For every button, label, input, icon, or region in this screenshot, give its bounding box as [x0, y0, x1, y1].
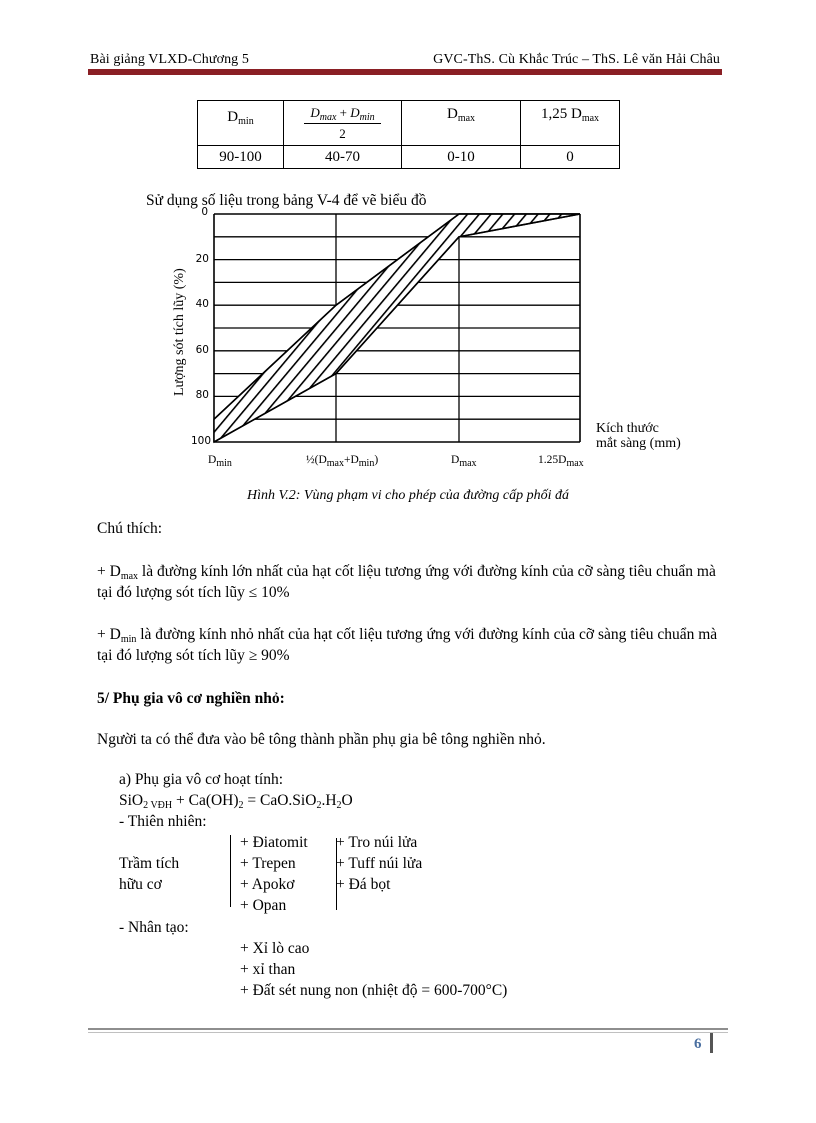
section-title: 5/ Phụ gia vô cơ nghiền nhỏ: — [97, 690, 285, 707]
x-label-mid: $\frac{1}{2}(D_{max}+D_{min})$ — [306, 454, 379, 469]
sediment-label: Trầm tích hữu cơ — [119, 855, 180, 893]
reaction-formula: $SiO_{2 VĐH} + Ca(OH)_2 = CaO.SiO_2.H_2O$ — [119, 792, 353, 811]
natural-heading: - Thiên nhiên: — [119, 813, 207, 830]
note-title: Chú thích: — [97, 520, 163, 537]
natural-list-2: + Tro núi lửa + Tuff núi lửa + Đá bọt — [336, 834, 423, 893]
footer-rule — [88, 1028, 728, 1030]
note-dmax: + $D_{max}$ là đường kính lớn nhất của hạt cốt liệu tương ứng với đường kính của cỡ sàng tiêu chuẩn mà tại đó lượng sót tích lũy ≤ 10% — [97, 563, 716, 601]
y-tick-label: 100 — [190, 435, 211, 447]
x-label-dmax: $D_{max}$ — [451, 454, 477, 469]
figure-caption: Hình V.2: Vùng phạm vi cho phép của đường cấp phối đá — [246, 488, 570, 503]
table-cell: 40-70 — [284, 146, 402, 169]
x-axis-label: Kích thước mắt sàng (mm) — [596, 421, 681, 451]
natural-list-1: + Điatomit + Trepen + Apokơ + Opan — [240, 834, 308, 914]
item-a: a) Phụ gia vô cơ hoạt tính: — [119, 771, 284, 788]
artificial-list: + Xỉ lò cao + xỉ than + Đất sét nung non (nhiệt độ = 600-700°C) — [240, 940, 508, 999]
page-number: 6 — [694, 1036, 702, 1052]
x-label-dmin: $D_{min}$ — [208, 454, 232, 469]
y-tick-label: 80 — [195, 389, 209, 402]
table-cell: 0 — [521, 146, 620, 169]
table-head-mid: $\frac{D_{max} + D_{min}}{2}$ — [284, 101, 402, 146]
table-head-dmax: $D_{max}$ — [402, 101, 521, 146]
artificial-heading: - Nhân tạo: — [119, 919, 189, 936]
y-axis-label: Lượng sót tích lũy (%) — [172, 268, 187, 396]
table-head-125dmax: 1,25 $D_{max}$ — [521, 101, 620, 146]
x-label-125dmax: $1.25D_{max}$ — [538, 454, 584, 469]
section-text: Người ta có thể đưa vào bê tông thành phần phụ gia bê tông nghiền nhỏ. — [97, 731, 546, 748]
y-tick-label: 40 — [195, 298, 209, 311]
grading-chart — [0, 0, 816, 480]
bracket-line-1 — [230, 835, 231, 907]
y-tick-label: 60 — [195, 343, 209, 356]
y-tick-label: 0 — [201, 206, 208, 218]
note-dmin: + $D_{min}$ là đường kính nhỏ nhất của hạt cốt liệu tương ứng với đường kính của cỡ sàng tiêu chuẩn mà tại đó lượng sót tích lũy ≥ 90% — [97, 626, 718, 664]
page-number-bar — [710, 1033, 713, 1053]
chart-intro: Sử dụng số liệu trong bảng V-4 để vẽ biểu đồ — [146, 192, 427, 209]
footer-rule-thin — [88, 1032, 728, 1033]
table-cell: 0-10 — [402, 146, 521, 169]
y-tick-label: 20 — [195, 252, 209, 265]
header-right: GVC-ThS. Cù Khắc Trúc – ThS. Lê văn Hải Châu — [433, 52, 720, 67]
table-head-dmin: $D_{min}$ — [198, 101, 284, 146]
table-cell: 90-100 — [198, 146, 284, 169]
header-left: Bài giảng VLXD-Chương 5 — [90, 52, 249, 67]
